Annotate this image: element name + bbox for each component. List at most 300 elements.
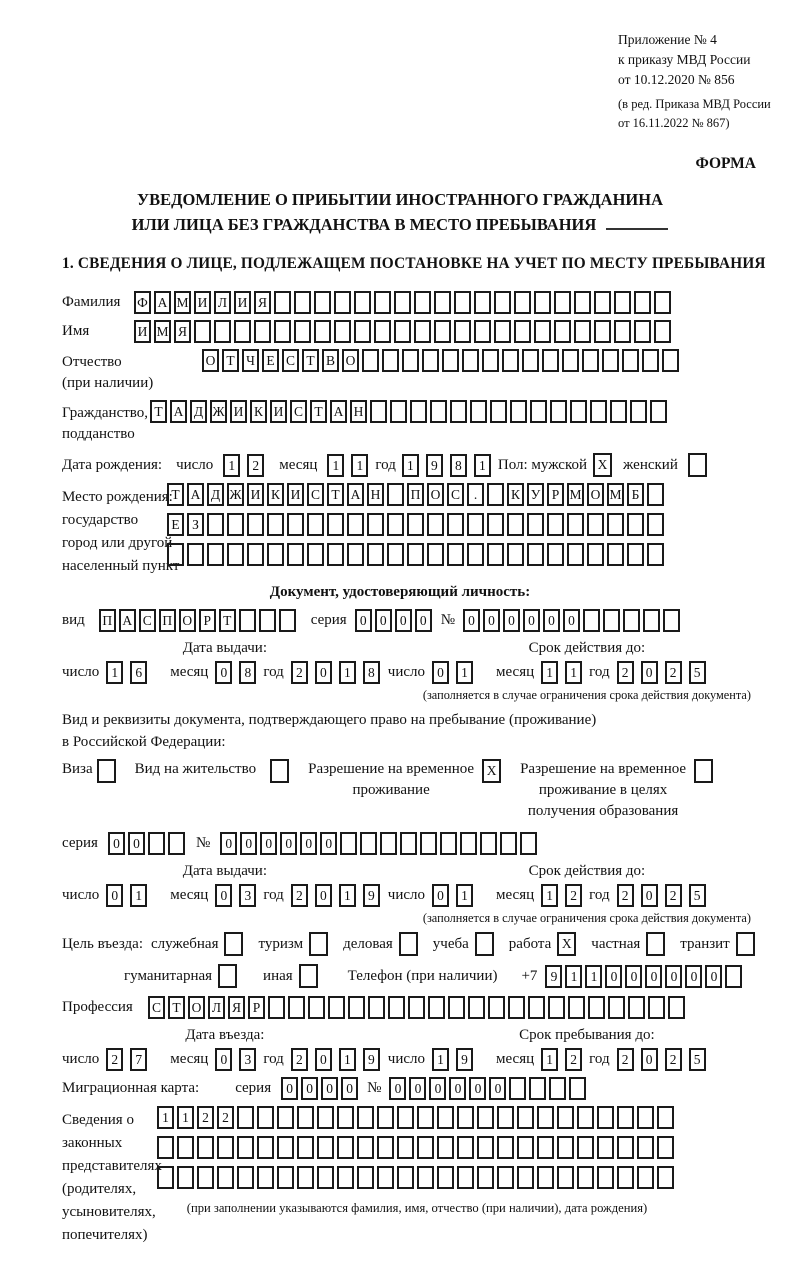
surname-char-box[interactable]: А: [154, 291, 171, 314]
surname-char-box[interactable]: [314, 291, 331, 314]
citizenship-char-box[interactable]: Т: [310, 400, 327, 423]
purpose-humanitarian-checkbox[interactable]: [218, 964, 237, 988]
representative-char-box[interactable]: [337, 1106, 354, 1129]
firstname-char-box[interactable]: [294, 320, 311, 343]
doc-kind-char-box[interactable]: П: [159, 609, 176, 632]
representative-char-box[interactable]: [177, 1166, 194, 1189]
residence-number-box[interactable]: 0: [260, 832, 277, 855]
birthplace-char-box[interactable]: [647, 483, 664, 506]
birthplace-char-box[interactable]: Т: [167, 483, 184, 506]
representative-char-box[interactable]: [377, 1136, 394, 1159]
birthplace-char-box[interactable]: Ж: [227, 483, 244, 506]
representative-char-box[interactable]: [457, 1166, 474, 1189]
birthplace-char-box[interactable]: [487, 483, 504, 506]
date-box[interactable]: 1: [130, 884, 147, 907]
residence-series-box[interactable]: 0: [128, 832, 145, 855]
doc-number-box[interactable]: [643, 609, 660, 632]
date-box[interactable]: 0: [215, 661, 232, 684]
representative-char-box[interactable]: [637, 1136, 654, 1159]
residence-number-box[interactable]: [420, 832, 437, 855]
residence-number-box[interactable]: 0: [240, 832, 257, 855]
birthplace-char-box[interactable]: К: [267, 483, 284, 506]
residence-number-box[interactable]: [380, 832, 397, 855]
citizenship-char-box[interactable]: Ж: [210, 400, 227, 423]
doc-number-box[interactable]: 0: [543, 609, 560, 632]
representative-char-box[interactable]: [637, 1106, 654, 1129]
doc-number-box[interactable]: 0: [563, 609, 580, 632]
profession-char-box[interactable]: [328, 996, 345, 1019]
firstname-char-box[interactable]: [194, 320, 211, 343]
doc-kind-char-box[interactable]: О: [179, 609, 196, 632]
birthplace-char-box[interactable]: [467, 513, 484, 536]
representative-char-box[interactable]: [277, 1106, 294, 1129]
citizenship-char-box[interactable]: А: [330, 400, 347, 423]
migration-series-box[interactable]: 0: [341, 1077, 358, 1100]
citizenship-char-box[interactable]: [570, 400, 587, 423]
representative-char-box[interactable]: 1: [157, 1106, 174, 1129]
representative-char-box[interactable]: [357, 1136, 374, 1159]
patronymic-char-box[interactable]: [602, 349, 619, 372]
doc-number-box[interactable]: 0: [523, 609, 540, 632]
surname-char-box[interactable]: Я: [254, 291, 271, 314]
firstname-char-box[interactable]: [414, 320, 431, 343]
date-box[interactable]: 7: [130, 1048, 147, 1071]
representative-char-box[interactable]: [617, 1106, 634, 1129]
migration-number-box[interactable]: 0: [449, 1077, 466, 1100]
representative-char-box[interactable]: [397, 1136, 414, 1159]
representative-char-box[interactable]: [297, 1106, 314, 1129]
birthplace-char-box[interactable]: [647, 543, 664, 566]
surname-char-box[interactable]: [414, 291, 431, 314]
birthplace-char-box[interactable]: [367, 543, 384, 566]
representative-char-box[interactable]: [177, 1136, 194, 1159]
birthplace-char-box[interactable]: [407, 513, 424, 536]
profession-char-box[interactable]: [588, 996, 605, 1019]
birthplace-char-box[interactable]: [427, 543, 444, 566]
representative-char-box[interactable]: [537, 1106, 554, 1129]
firstname-char-box[interactable]: [354, 320, 371, 343]
profession-char-box[interactable]: Я: [228, 996, 245, 1019]
doc-number-box[interactable]: [583, 609, 600, 632]
date-box[interactable]: 9: [363, 1048, 380, 1071]
representative-char-box[interactable]: [477, 1106, 494, 1129]
representative-char-box[interactable]: [657, 1136, 674, 1159]
birthplace-char-box[interactable]: [607, 543, 624, 566]
representative-char-box[interactable]: [437, 1166, 454, 1189]
profession-char-box[interactable]: [508, 996, 525, 1019]
birthplace-char-box[interactable]: [627, 513, 644, 536]
representative-char-box[interactable]: [577, 1136, 594, 1159]
birthplace-char-box[interactable]: К: [507, 483, 524, 506]
phone-digit-box[interactable]: 0: [605, 965, 622, 988]
citizenship-char-box[interactable]: [430, 400, 447, 423]
birthplace-char-box[interactable]: О: [587, 483, 604, 506]
surname-char-box[interactable]: [274, 291, 291, 314]
date-box[interactable]: 0: [315, 884, 332, 907]
representative-char-box[interactable]: [557, 1166, 574, 1189]
surname-char-box[interactable]: [474, 291, 491, 314]
date-box[interactable]: 8: [363, 661, 380, 684]
profession-char-box[interactable]: [548, 996, 565, 1019]
patronymic-char-box[interactable]: [662, 349, 679, 372]
migration-number-box[interactable]: 0: [469, 1077, 486, 1100]
birthplace-char-box[interactable]: [447, 513, 464, 536]
birthplace-char-box[interactable]: [247, 513, 264, 536]
birthplace-char-box[interactable]: .: [467, 483, 484, 506]
date-box[interactable]: 9: [363, 884, 380, 907]
doc-number-box[interactable]: [623, 609, 640, 632]
representative-char-box[interactable]: [217, 1166, 234, 1189]
surname-char-box[interactable]: [394, 291, 411, 314]
residence-number-box[interactable]: [360, 832, 377, 855]
surname-char-box[interactable]: И: [234, 291, 251, 314]
date-box[interactable]: 1: [339, 661, 356, 684]
representative-char-box[interactable]: [317, 1106, 334, 1129]
birthplace-char-box[interactable]: И: [247, 483, 264, 506]
firstname-char-box[interactable]: [274, 320, 291, 343]
visa-checkbox[interactable]: [97, 759, 116, 783]
birthplace-char-box[interactable]: [287, 543, 304, 566]
representative-char-box[interactable]: [237, 1136, 254, 1159]
birth-year-box[interactable]: 8: [450, 454, 467, 477]
birthplace-char-box[interactable]: [547, 543, 564, 566]
representative-char-box[interactable]: 2: [217, 1106, 234, 1129]
date-box[interactable]: 1: [565, 661, 582, 684]
birthplace-char-box[interactable]: [367, 513, 384, 536]
surname-char-box[interactable]: [534, 291, 551, 314]
representative-char-box[interactable]: [277, 1136, 294, 1159]
migration-number-box[interactable]: 0: [489, 1077, 506, 1100]
date-box[interactable]: 2: [291, 1048, 308, 1071]
firstname-char-box[interactable]: [314, 320, 331, 343]
purpose-study-checkbox[interactable]: [475, 932, 494, 956]
firstname-char-box[interactable]: [234, 320, 251, 343]
date-box[interactable]: 0: [215, 1048, 232, 1071]
residence-number-box[interactable]: 0: [280, 832, 297, 855]
date-box[interactable]: 1: [456, 661, 473, 684]
patronymic-char-box[interactable]: [642, 349, 659, 372]
date-box[interactable]: 3: [239, 1048, 256, 1071]
date-box[interactable]: 2: [665, 661, 682, 684]
date-box[interactable]: 0: [641, 661, 658, 684]
residence-number-box[interactable]: [520, 832, 537, 855]
profession-char-box[interactable]: [268, 996, 285, 1019]
surname-char-box[interactable]: Ф: [134, 291, 151, 314]
migration-number-box[interactable]: [509, 1077, 526, 1100]
firstname-char-box[interactable]: [454, 320, 471, 343]
residence-number-box[interactable]: [460, 832, 477, 855]
surname-char-box[interactable]: [634, 291, 651, 314]
profession-char-box[interactable]: О: [188, 996, 205, 1019]
migration-series-box[interactable]: 0: [281, 1077, 298, 1100]
birthplace-char-box[interactable]: У: [527, 483, 544, 506]
firstname-char-box[interactable]: Я: [174, 320, 191, 343]
citizenship-char-box[interactable]: Д: [190, 400, 207, 423]
birthplace-char-box[interactable]: [327, 543, 344, 566]
surname-char-box[interactable]: [354, 291, 371, 314]
doc-series-box[interactable]: 0: [395, 609, 412, 632]
representative-char-box[interactable]: 2: [197, 1106, 214, 1129]
surname-char-box[interactable]: [334, 291, 351, 314]
migration-series-box[interactable]: 0: [321, 1077, 338, 1100]
birthplace-char-box[interactable]: [307, 513, 324, 536]
doc-number-box[interactable]: 0: [463, 609, 480, 632]
date-box[interactable]: 2: [291, 661, 308, 684]
doc-kind-char-box[interactable]: [259, 609, 276, 632]
representative-char-box[interactable]: [517, 1136, 534, 1159]
patronymic-char-box[interactable]: О: [342, 349, 359, 372]
profession-char-box[interactable]: [428, 996, 445, 1019]
profession-char-box[interactable]: [568, 996, 585, 1019]
date-box[interactable]: 2: [665, 1048, 682, 1071]
firstname-char-box[interactable]: [394, 320, 411, 343]
firstname-char-box[interactable]: [554, 320, 571, 343]
profession-char-box[interactable]: [308, 996, 325, 1019]
date-box[interactable]: 1: [432, 1048, 449, 1071]
representative-char-box[interactable]: [417, 1166, 434, 1189]
profession-char-box[interactable]: [528, 996, 545, 1019]
citizenship-char-box[interactable]: И: [230, 400, 247, 423]
citizenship-char-box[interactable]: [550, 400, 567, 423]
date-box[interactable]: 6: [130, 661, 147, 684]
birthplace-char-box[interactable]: Р: [547, 483, 564, 506]
profession-char-box[interactable]: [368, 996, 385, 1019]
representative-char-box[interactable]: [457, 1136, 474, 1159]
citizenship-char-box[interactable]: К: [250, 400, 267, 423]
representative-char-box[interactable]: [157, 1136, 174, 1159]
firstname-char-box[interactable]: [494, 320, 511, 343]
citizenship-char-box[interactable]: [650, 400, 667, 423]
profession-char-box[interactable]: [388, 996, 405, 1019]
date-box[interactable]: 1: [339, 884, 356, 907]
firstname-char-box[interactable]: [434, 320, 451, 343]
representative-char-box[interactable]: [337, 1136, 354, 1159]
birthplace-char-box[interactable]: [487, 513, 504, 536]
representative-char-box[interactable]: [437, 1136, 454, 1159]
doc-kind-char-box[interactable]: А: [119, 609, 136, 632]
birthplace-char-box[interactable]: И: [287, 483, 304, 506]
purpose-commercial-checkbox[interactable]: [399, 932, 418, 956]
date-box[interactable]: 2: [291, 884, 308, 907]
representative-char-box[interactable]: [657, 1106, 674, 1129]
birthplace-char-box[interactable]: А: [187, 483, 204, 506]
representative-char-box[interactable]: [337, 1166, 354, 1189]
phone-digit-box[interactable]: 1: [565, 965, 582, 988]
representative-char-box[interactable]: [317, 1136, 334, 1159]
birthplace-char-box[interactable]: П: [407, 483, 424, 506]
date-box[interactable]: 1: [106, 661, 123, 684]
profession-char-box[interactable]: [488, 996, 505, 1019]
birthplace-char-box[interactable]: [427, 513, 444, 536]
representative-char-box[interactable]: [237, 1106, 254, 1129]
birthplace-char-box[interactable]: Б: [627, 483, 644, 506]
doc-kind-char-box[interactable]: [239, 609, 256, 632]
migration-number-box[interactable]: 0: [429, 1077, 446, 1100]
patronymic-char-box[interactable]: Т: [302, 349, 319, 372]
representative-char-box[interactable]: [457, 1106, 474, 1129]
representative-char-box[interactable]: [497, 1136, 514, 1159]
phone-digit-box[interactable]: 0: [625, 965, 642, 988]
date-box[interactable]: 0: [641, 884, 658, 907]
doc-series-box[interactable]: 0: [375, 609, 392, 632]
firstname-char-box[interactable]: [594, 320, 611, 343]
representative-char-box[interactable]: [257, 1106, 274, 1129]
date-box[interactable]: 3: [239, 884, 256, 907]
birthplace-char-box[interactable]: С: [447, 483, 464, 506]
birthplace-char-box[interactable]: [167, 543, 184, 566]
date-box[interactable]: 2: [617, 1048, 634, 1071]
date-box[interactable]: 0: [641, 1048, 658, 1071]
surname-char-box[interactable]: [514, 291, 531, 314]
citizenship-char-box[interactable]: Н: [350, 400, 367, 423]
date-box[interactable]: 0: [106, 884, 123, 907]
doc-number-box[interactable]: [603, 609, 620, 632]
date-box[interactable]: 2: [617, 884, 634, 907]
patronymic-char-box[interactable]: [542, 349, 559, 372]
profession-char-box[interactable]: [468, 996, 485, 1019]
birthplace-char-box[interactable]: [327, 513, 344, 536]
birthplace-char-box[interactable]: А: [347, 483, 364, 506]
citizenship-char-box[interactable]: А: [170, 400, 187, 423]
birth-year-box[interactable]: 9: [426, 454, 443, 477]
purpose-business-checkbox[interactable]: [224, 932, 243, 956]
birthplace-char-box[interactable]: [407, 543, 424, 566]
representative-char-box[interactable]: [277, 1166, 294, 1189]
patronymic-char-box[interactable]: [382, 349, 399, 372]
patronymic-char-box[interactable]: [482, 349, 499, 372]
firstname-char-box[interactable]: [514, 320, 531, 343]
patronymic-char-box[interactable]: [522, 349, 539, 372]
firstname-char-box[interactable]: [374, 320, 391, 343]
surname-char-box[interactable]: [294, 291, 311, 314]
representative-char-box[interactable]: [157, 1166, 174, 1189]
phone-digit-box[interactable]: [725, 965, 742, 988]
migration-number-box[interactable]: 0: [409, 1077, 426, 1100]
firstname-char-box[interactable]: [634, 320, 651, 343]
date-box[interactable]: 0: [315, 1048, 332, 1071]
representative-char-box[interactable]: [257, 1136, 274, 1159]
birthplace-char-box[interactable]: [567, 543, 584, 566]
profession-char-box[interactable]: [668, 996, 685, 1019]
date-box[interactable]: 1: [339, 1048, 356, 1071]
purpose-other-checkbox[interactable]: [299, 964, 318, 988]
residence-number-box[interactable]: [400, 832, 417, 855]
doc-series-box[interactable]: 0: [415, 609, 432, 632]
date-box[interactable]: 5: [689, 1048, 706, 1071]
citizenship-char-box[interactable]: [370, 400, 387, 423]
purpose-private-checkbox[interactable]: [646, 932, 665, 956]
patronymic-char-box[interactable]: Ч: [242, 349, 259, 372]
patronymic-char-box[interactable]: [402, 349, 419, 372]
phone-digit-box[interactable]: 0: [645, 965, 662, 988]
birthplace-char-box[interactable]: [207, 513, 224, 536]
representative-char-box[interactable]: [557, 1136, 574, 1159]
citizenship-char-box[interactable]: [510, 400, 527, 423]
representative-char-box[interactable]: [297, 1166, 314, 1189]
birthplace-char-box[interactable]: З: [187, 513, 204, 536]
birthplace-char-box[interactable]: [307, 543, 324, 566]
profession-char-box[interactable]: [628, 996, 645, 1019]
date-box[interactable]: 5: [689, 884, 706, 907]
residence-number-box[interactable]: 0: [320, 832, 337, 855]
citizenship-char-box[interactable]: [590, 400, 607, 423]
representative-char-box[interactable]: [377, 1106, 394, 1129]
representative-char-box[interactable]: [237, 1166, 254, 1189]
patronymic-char-box[interactable]: [442, 349, 459, 372]
representative-char-box[interactable]: 1: [177, 1106, 194, 1129]
phone-digit-box[interactable]: 0: [665, 965, 682, 988]
representative-char-box[interactable]: [197, 1136, 214, 1159]
surname-char-box[interactable]: М: [174, 291, 191, 314]
profession-char-box[interactable]: [288, 996, 305, 1019]
birthplace-char-box[interactable]: [387, 543, 404, 566]
residence-number-box[interactable]: [340, 832, 357, 855]
citizenship-char-box[interactable]: [630, 400, 647, 423]
date-box[interactable]: 1: [541, 661, 558, 684]
profession-char-box[interactable]: С: [148, 996, 165, 1019]
profession-char-box[interactable]: [448, 996, 465, 1019]
birthplace-char-box[interactable]: [267, 513, 284, 536]
patronymic-char-box[interactable]: [502, 349, 519, 372]
residence-number-box[interactable]: [440, 832, 457, 855]
residence-number-box[interactable]: 0: [220, 832, 237, 855]
patronymic-char-box[interactable]: С: [282, 349, 299, 372]
representative-char-box[interactable]: [497, 1166, 514, 1189]
representative-char-box[interactable]: [477, 1166, 494, 1189]
doc-number-box[interactable]: 0: [503, 609, 520, 632]
surname-char-box[interactable]: [654, 291, 671, 314]
profession-char-box[interactable]: [348, 996, 365, 1019]
citizenship-char-box[interactable]: [410, 400, 427, 423]
birthplace-char-box[interactable]: [627, 543, 644, 566]
doc-kind-char-box[interactable]: С: [139, 609, 156, 632]
residence-series-box[interactable]: [168, 832, 185, 855]
birthplace-char-box[interactable]: [527, 543, 544, 566]
representative-char-box[interactable]: [397, 1106, 414, 1129]
representative-char-box[interactable]: [357, 1166, 374, 1189]
surname-char-box[interactable]: [494, 291, 511, 314]
date-box[interactable]: 1: [541, 884, 558, 907]
profession-char-box[interactable]: [648, 996, 665, 1019]
birthplace-char-box[interactable]: Т: [327, 483, 344, 506]
surname-char-box[interactable]: [614, 291, 631, 314]
firstname-char-box[interactable]: [614, 320, 631, 343]
edu-permit-checkbox[interactable]: [694, 759, 713, 783]
firstname-char-box[interactable]: [574, 320, 591, 343]
date-box[interactable]: 0: [432, 884, 449, 907]
citizenship-char-box[interactable]: [610, 400, 627, 423]
representative-char-box[interactable]: [317, 1166, 334, 1189]
representative-char-box[interactable]: [537, 1166, 554, 1189]
birthplace-char-box[interactable]: [527, 513, 544, 536]
date-box[interactable]: 2: [565, 884, 582, 907]
representative-char-box[interactable]: [657, 1166, 674, 1189]
phone-digit-box[interactable]: 0: [685, 965, 702, 988]
birthplace-char-box[interactable]: [567, 513, 584, 536]
birthplace-char-box[interactable]: Д: [207, 483, 224, 506]
firstname-char-box[interactable]: М: [154, 320, 171, 343]
citizenship-char-box[interactable]: [450, 400, 467, 423]
date-box[interactable]: 0: [432, 661, 449, 684]
birth-day-box[interactable]: 2: [247, 454, 264, 477]
firstname-char-box[interactable]: [534, 320, 551, 343]
surname-char-box[interactable]: Л: [214, 291, 231, 314]
representative-char-box[interactable]: [537, 1136, 554, 1159]
representative-char-box[interactable]: [637, 1166, 654, 1189]
residence-number-box[interactable]: [480, 832, 497, 855]
birthplace-char-box[interactable]: С: [307, 483, 324, 506]
date-box[interactable]: 2: [565, 1048, 582, 1071]
